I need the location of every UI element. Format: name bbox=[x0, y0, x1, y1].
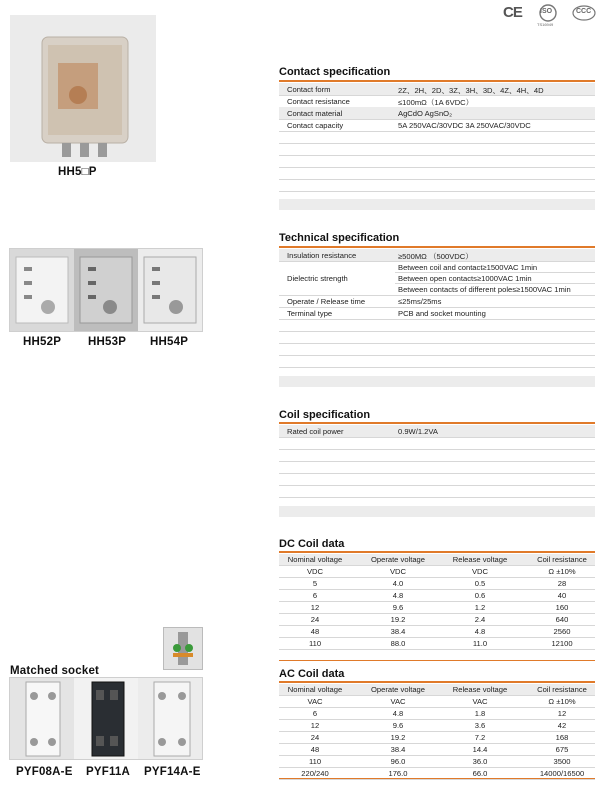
row-divider bbox=[279, 613, 595, 614]
section-divider bbox=[279, 778, 595, 779]
table-cell: 96.0 bbox=[390, 757, 406, 766]
socket-pyf08a-photo bbox=[10, 678, 74, 759]
row-divider bbox=[279, 767, 595, 768]
row-divider bbox=[279, 565, 595, 566]
spec-label: Contact capacity bbox=[287, 121, 344, 130]
table-unit-cell: VAC bbox=[390, 697, 406, 706]
spec-label: Contact resistance bbox=[287, 97, 350, 106]
spec-value: AgCdO AgSnO₂ bbox=[398, 109, 453, 118]
sockets-photo bbox=[9, 677, 203, 760]
row-divider bbox=[279, 95, 595, 96]
table-cell: 5 bbox=[312, 579, 318, 588]
table-cell: 6 bbox=[312, 709, 318, 718]
table-cell: 1.8 bbox=[474, 709, 486, 718]
row-divider bbox=[279, 461, 595, 462]
row-divider bbox=[279, 473, 595, 474]
row-divider bbox=[279, 167, 595, 168]
table-cell: 110 bbox=[308, 757, 322, 766]
table-header-cell: Coil resistance bbox=[537, 685, 587, 694]
table-cell: 88.0 bbox=[390, 639, 406, 648]
row-divider bbox=[395, 272, 595, 273]
table-header-cell: Nominal voltage bbox=[287, 685, 343, 694]
row-divider bbox=[279, 625, 595, 626]
socket-b-caption: PYF11A bbox=[86, 766, 131, 778]
table-cell: 176.0 bbox=[388, 769, 408, 778]
spec-value: PCB and socket mounting bbox=[398, 309, 486, 318]
row-divider bbox=[279, 367, 595, 368]
table-cell: 11.0 bbox=[472, 639, 488, 648]
row-divider bbox=[279, 307, 595, 308]
row-divider bbox=[279, 707, 595, 708]
row-divider bbox=[279, 779, 595, 780]
spec-label: Contact material bbox=[287, 109, 343, 118]
table-cell: 4.0 bbox=[392, 579, 404, 588]
table-cell: 19.2 bbox=[390, 733, 406, 742]
table-cell: 640 bbox=[555, 615, 569, 624]
table-cell: 38.4 bbox=[390, 627, 406, 636]
table-cell: 6 bbox=[312, 591, 318, 600]
table-cell: 14.4 bbox=[472, 745, 488, 754]
table-unit-cell: Ω ±10% bbox=[548, 567, 576, 576]
table-header-cell: Operate voltage bbox=[370, 685, 426, 694]
row-divider bbox=[279, 449, 595, 450]
spec-label: Insulation resistance bbox=[287, 251, 357, 260]
iso-logo-icon bbox=[537, 4, 559, 27]
spec-value: 0.9W/1.2VA bbox=[398, 427, 438, 436]
table-cell: 40 bbox=[557, 591, 567, 600]
table-cell: 24 bbox=[310, 733, 320, 742]
table-cell: 12 bbox=[310, 603, 320, 612]
spec-value: ≤25ms/25ms bbox=[398, 297, 442, 306]
table-cell: 0.5 bbox=[474, 579, 486, 588]
row-divider bbox=[279, 755, 595, 756]
ccc-logo-text: CCC bbox=[576, 8, 592, 15]
table-cell: 4.8 bbox=[474, 627, 486, 636]
iso-logo-subtext: TS16949 bbox=[537, 22, 554, 27]
row-divider bbox=[279, 695, 595, 696]
table-cell: 42 bbox=[557, 721, 567, 730]
row-divider bbox=[279, 331, 595, 332]
table-unit-cell: VDC bbox=[306, 567, 324, 576]
row-divider bbox=[279, 497, 595, 498]
table-cell: 7.2 bbox=[474, 733, 486, 742]
spec-value: ≥500MΩ （500VDC） bbox=[398, 252, 473, 261]
relay-c-caption: HH54P bbox=[150, 336, 189, 348]
spec-label: Contact form bbox=[287, 85, 331, 94]
table-cell: 1.2 bbox=[474, 603, 486, 612]
table-header-cell: Release voltage bbox=[452, 685, 508, 694]
relay-hh53p-photo bbox=[74, 249, 138, 331]
table-cell: 24 bbox=[310, 615, 320, 624]
spec-value: Between contacts of different poles≥1500VAC 1min bbox=[398, 285, 571, 294]
section-divider bbox=[279, 80, 595, 82]
row-divider bbox=[279, 343, 595, 344]
relay-b-caption: HH53P bbox=[88, 336, 127, 348]
table-cell: 9.6 bbox=[392, 721, 404, 730]
spec-label: Operate / Release time bbox=[287, 297, 366, 306]
iso-logo-text: ISO bbox=[540, 8, 553, 15]
table-unit-cell: VAC bbox=[472, 697, 488, 706]
socket-wiring-icon bbox=[163, 627, 203, 670]
table-unit-cell: VAC bbox=[307, 697, 323, 706]
table-cell: 4.8 bbox=[392, 591, 404, 600]
row-divider bbox=[279, 319, 595, 320]
spec-label: Dielectric strength bbox=[287, 274, 348, 283]
section-divider bbox=[279, 246, 595, 248]
table-cell: 28 bbox=[557, 579, 567, 588]
matched-socket-heading: Matched socket bbox=[10, 665, 100, 677]
table-cell: 3.6 bbox=[474, 721, 486, 730]
section-divider bbox=[279, 681, 595, 683]
ce-mark-icon: CE bbox=[503, 4, 522, 21]
row-divider bbox=[279, 355, 595, 356]
section-divider bbox=[279, 660, 595, 661]
socket-pyf14a-photo bbox=[138, 678, 202, 759]
table-cell: 66.0 bbox=[472, 769, 488, 778]
row-divider bbox=[279, 589, 595, 590]
table-cell: 0.6 bbox=[474, 591, 486, 600]
table-cell: 12100 bbox=[551, 639, 573, 648]
section-divider bbox=[279, 422, 595, 424]
spec-value: Between coil and contact≥1500VAC 1min bbox=[398, 263, 538, 272]
table-cell: 38.4 bbox=[390, 745, 406, 754]
relay-a-caption: HH52P bbox=[23, 336, 62, 348]
table-cell: 3500 bbox=[553, 757, 571, 766]
row-divider bbox=[279, 295, 595, 296]
relay-hh52p-photo bbox=[10, 249, 74, 331]
coil-spec-title: Coil specification bbox=[279, 409, 371, 421]
row-divider bbox=[395, 283, 595, 284]
technical-spec-title: Technical specification bbox=[279, 232, 400, 244]
row-divider bbox=[279, 485, 595, 486]
table-cell: 220/240 bbox=[301, 769, 329, 778]
table-cell: 160 bbox=[555, 603, 569, 612]
row-divider bbox=[279, 143, 595, 144]
table-cell: 168 bbox=[555, 733, 569, 742]
section-footer-band bbox=[279, 199, 595, 210]
table-cell: 2560 bbox=[553, 627, 571, 636]
dc-coil-title: DC Coil data bbox=[279, 538, 345, 550]
table-header-cell: Nominal voltage bbox=[287, 555, 343, 564]
socket-pyf11a-photo bbox=[74, 678, 138, 759]
relay-hh54p-photo bbox=[138, 249, 202, 331]
row-divider bbox=[279, 649, 595, 650]
table-header-cell: Release voltage bbox=[452, 555, 508, 564]
table-cell: 12 bbox=[557, 709, 567, 718]
table-cell: 14000/16500 bbox=[539, 769, 585, 778]
spec-value: 5A 250VAC/30VDC 3A 250VAC/30VDC bbox=[398, 121, 531, 130]
main-relay-caption: HH5□P bbox=[58, 166, 97, 178]
table-cell: 36.0 bbox=[472, 757, 488, 766]
section-divider bbox=[279, 551, 595, 553]
section-footer-band bbox=[279, 376, 595, 387]
row-divider bbox=[279, 577, 595, 578]
row-divider bbox=[279, 719, 595, 720]
table-cell: 675 bbox=[555, 745, 569, 754]
contact-spec-title: Contact specification bbox=[279, 66, 391, 78]
table-cell: 48 bbox=[310, 627, 320, 636]
row-divider bbox=[279, 119, 595, 120]
spec-label: Rated coil power bbox=[287, 427, 344, 436]
relay-photo bbox=[10, 15, 156, 162]
row-divider bbox=[279, 131, 595, 132]
table-header-cell: Operate voltage bbox=[370, 555, 426, 564]
table-unit-cell: VDC bbox=[471, 567, 489, 576]
table-cell: 9.6 bbox=[392, 603, 404, 612]
socket-c-caption: PYF14A-E bbox=[144, 766, 201, 778]
row-divider bbox=[279, 179, 595, 180]
ac-coil-title: AC Coil data bbox=[279, 668, 345, 680]
table-cell: 2.4 bbox=[474, 615, 486, 624]
table-header-cell: Coil resistance bbox=[537, 555, 587, 564]
row-divider bbox=[279, 601, 595, 602]
relay-variants-photo bbox=[9, 248, 203, 332]
table-unit-cell: VDC bbox=[389, 567, 407, 576]
spec-label: Terminal type bbox=[287, 309, 333, 318]
row-divider bbox=[279, 437, 595, 438]
socket-a-caption: PYF08A-E bbox=[16, 766, 73, 778]
row-divider bbox=[279, 191, 595, 192]
row-divider bbox=[279, 261, 595, 262]
row-divider bbox=[279, 637, 595, 638]
table-unit-cell: Ω ±10% bbox=[548, 697, 576, 706]
ccc-logo-icon bbox=[572, 4, 596, 24]
table-cell: 19.2 bbox=[390, 615, 406, 624]
table-cell: 4.8 bbox=[392, 709, 404, 718]
section-footer-band bbox=[279, 506, 595, 517]
row-divider bbox=[279, 731, 595, 732]
table-cell: 110 bbox=[308, 639, 322, 648]
table-cell: 12 bbox=[310, 721, 320, 730]
spec-value: 2Z、2H、2D、3Z、3H、3D、4Z、4H、4D bbox=[398, 86, 544, 95]
row-divider bbox=[279, 155, 595, 156]
spec-value: ≤100mΩ（1A 6VDC） bbox=[398, 98, 474, 107]
spec-value: Between open contacts≥1000VAC 1min bbox=[398, 274, 532, 283]
table-cell: 48 bbox=[310, 745, 320, 754]
row-divider bbox=[279, 743, 595, 744]
